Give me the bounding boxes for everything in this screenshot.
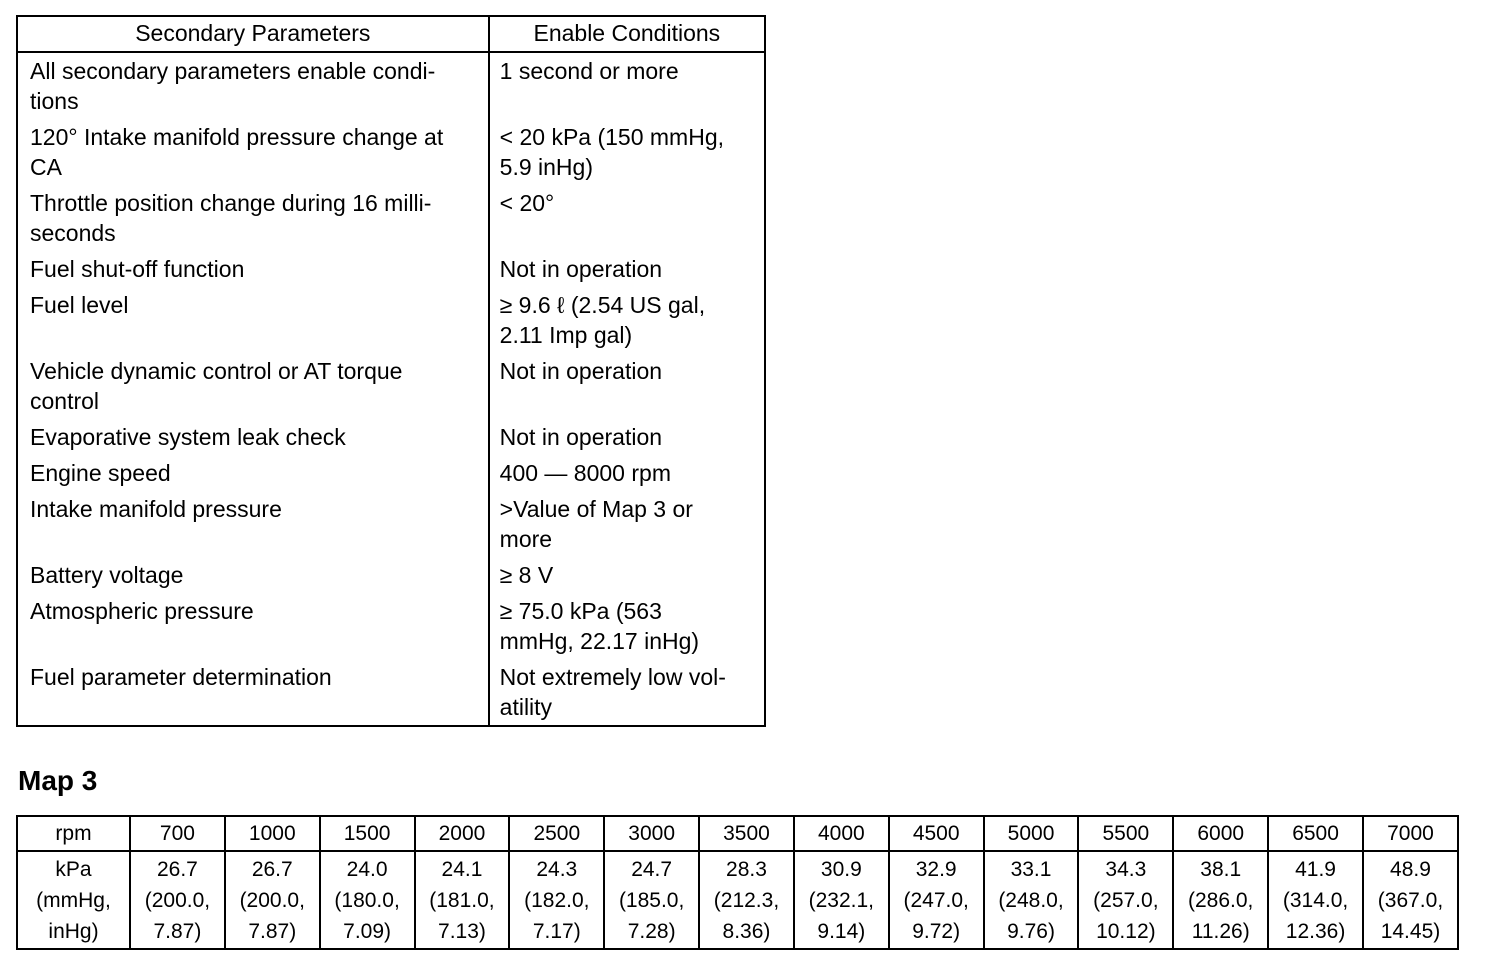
- kpa-header-line: kPa: [55, 858, 92, 881]
- table-row: [17, 287, 765, 353]
- enable-condition-cell: [489, 593, 765, 659]
- kpa-cell: [1173, 851, 1268, 949]
- kpa-value-line: 48.9: [1390, 858, 1431, 881]
- secondary-parameter-text: Fuel level: [30, 292, 129, 318]
- kpa-value-line: (314.0,: [1282, 889, 1349, 912]
- kpa-value-line: (185.0,: [618, 889, 685, 912]
- rpm-cell: 2000: [415, 816, 510, 851]
- enable-condition-text: Not extremely low vol-: [499, 664, 726, 690]
- rpm-cell: 1000: [225, 816, 320, 851]
- secondary-parameters-table: [16, 15, 766, 727]
- secondary-parameter-cell: [17, 419, 489, 455]
- rpm-cell: 4000: [794, 816, 889, 851]
- kpa-value-line: (257.0,: [1093, 889, 1159, 912]
- kpa-value-line: (247.0,: [903, 889, 969, 912]
- enable-condition-text: 1 second or more: [499, 58, 679, 84]
- kpa-value-line: 10.12): [1096, 920, 1156, 943]
- kpa-value-line: (286.0,: [1188, 889, 1254, 912]
- enable-condition-text: mmHg, 22.17 inHg): [499, 628, 700, 654]
- secondary-parameter-text: All secondary parameters enable condi-: [30, 58, 436, 84]
- rpm-cell: 1500: [320, 816, 415, 851]
- enable-condition-cell: [489, 119, 765, 185]
- kpa-value-line: 8.36): [722, 920, 771, 943]
- secondary-parameter-text: Fuel shut-off function: [30, 256, 245, 282]
- kpa-value-line: 11.26): [1191, 920, 1250, 943]
- enable-condition-text: Not in operation: [499, 424, 663, 450]
- kpa-value-line: 41.9: [1295, 858, 1336, 881]
- secondary-parameter-text: Fuel parameter determination: [30, 664, 332, 690]
- secondary-parameter-cell: [17, 251, 489, 287]
- secondary-parameter-text: tions: [30, 88, 79, 114]
- table-row: [17, 593, 765, 659]
- enable-condition-text: Not in operation: [499, 256, 663, 282]
- kpa-value-line: 7.09): [343, 920, 392, 943]
- kpa-value-line: 33.1: [1010, 858, 1052, 881]
- kpa-value-line: (200.0,: [239, 889, 305, 912]
- enable-condition-cell: [489, 419, 765, 455]
- kpa-value-line: 7.28): [627, 920, 676, 943]
- table-row: [17, 557, 765, 593]
- map3-table: [16, 815, 1459, 950]
- kpa-value-line: (232.1,: [808, 889, 875, 912]
- secondary-parameter-cell: [17, 287, 489, 353]
- enable-condition-cell: [489, 353, 765, 419]
- enable-condition-cell: [489, 52, 765, 119]
- rpm-row-header: rpm: [17, 816, 130, 851]
- kpa-cell: [1268, 851, 1363, 949]
- kpa-value-line: 12.36): [1285, 920, 1346, 943]
- secondary-parameter-text: Engine speed: [30, 460, 171, 486]
- rpm-cell: 700: [130, 816, 225, 851]
- kpa-cell: [889, 851, 984, 949]
- enable-condition-cell: [489, 287, 765, 353]
- secondary-parameter-text: Throttle position change during 16 milli-: [30, 190, 432, 216]
- enable-condition-cell: [489, 491, 765, 557]
- column-header-enable-conditions: Enable Conditions: [489, 16, 765, 52]
- table-row: [17, 419, 765, 455]
- kpa-value-line: 24.7: [631, 858, 673, 881]
- enable-condition-text: 400 — 8000 rpm: [499, 460, 671, 486]
- enable-condition-cell: [489, 251, 765, 287]
- rpm-cell: 5000: [984, 816, 1079, 851]
- enable-condition-text: ≥ 9.6 ℓ (2.54 US gal,: [499, 292, 706, 318]
- rpm-cell: 4500: [889, 816, 984, 851]
- kpa-header-line: inHg): [48, 920, 99, 943]
- rpm-cell: 3000: [604, 816, 699, 851]
- enable-condition-text: 2.11 Imp gal): [499, 322, 633, 348]
- table-row: [17, 491, 765, 557]
- kpa-value-line: 24.3: [536, 858, 578, 881]
- kpa-value-line: 14.45): [1380, 920, 1441, 943]
- table-row: [17, 455, 765, 491]
- kpa-cell: [604, 851, 699, 949]
- column-header-secondary-parameters: Secondary Parameters: [17, 16, 489, 52]
- secondary-parameter-text: 120° Intake manifold pressure change at: [30, 124, 444, 150]
- kpa-value-line: 38.1: [1200, 858, 1242, 881]
- rpm-cell: 5500: [1078, 816, 1173, 851]
- secondary-parameter-text: Evaporative system leak check: [30, 424, 346, 450]
- kpa-value-line: 9.76): [1007, 920, 1055, 943]
- kpa-cell: [699, 851, 794, 949]
- secondary-parameter-text: CA: [30, 154, 62, 180]
- secondary-parameter-cell: [17, 455, 489, 491]
- enable-condition-text: more: [499, 526, 553, 552]
- kpa-cell: [509, 851, 604, 949]
- kpa-value-line: 7.17): [532, 920, 581, 943]
- rpm-cell: 7000: [1363, 816, 1458, 851]
- kpa-value-line: 34.3: [1105, 858, 1147, 881]
- kpa-cell: [1363, 851, 1458, 949]
- kpa-value-line: (180.0,: [334, 889, 400, 912]
- enable-condition-text: Not in operation: [499, 358, 663, 384]
- enable-condition-text: atility: [499, 694, 553, 720]
- secondary-parameter-cell: [17, 557, 489, 593]
- map3-title: Map 3: [18, 765, 98, 796]
- kpa-value-line: 26.7: [156, 858, 198, 881]
- enable-condition-text: < 20°: [499, 190, 555, 216]
- secondary-parameter-cell: [17, 659, 489, 726]
- secondary-parameter-cell: [17, 593, 489, 659]
- secondary-parameter-text: Vehicle dynamic control or AT torque: [30, 358, 403, 384]
- table-row: [17, 52, 765, 119]
- enable-condition-cell: [489, 659, 765, 726]
- secondary-parameter-text: Intake manifold pressure: [30, 496, 282, 522]
- secondary-parameter-cell: [17, 52, 489, 119]
- rpm-cell: 6000: [1173, 816, 1268, 851]
- kpa-value-line: (182.0,: [524, 889, 590, 912]
- kpa-row: [17, 851, 1458, 949]
- rpm-cell: 2500: [509, 816, 604, 851]
- kpa-cell: [320, 851, 415, 949]
- secondary-parameters-body: [17, 52, 765, 726]
- kpa-value-line: (212.3,: [713, 889, 780, 912]
- kpa-value-line: 9.14): [817, 920, 866, 943]
- kpa-cell: [984, 851, 1079, 949]
- kpa-value-line: 9.72): [912, 920, 961, 943]
- kpa-header-line: (mmHg,: [36, 889, 111, 912]
- kpa-value-line: (367.0,: [1377, 889, 1444, 912]
- enable-condition-text: 5.9 inHg): [499, 154, 593, 180]
- enable-condition-cell: [489, 185, 765, 251]
- rpm-row: [17, 816, 1458, 851]
- enable-condition-text: < 20 kPa (150 mmHg,: [499, 124, 725, 150]
- table-header-row: [17, 16, 765, 52]
- kpa-cell: [130, 851, 225, 949]
- kpa-cell: [225, 851, 320, 949]
- kpa-value-line: (181.0,: [429, 889, 495, 912]
- kpa-value-line: 30.9: [820, 858, 862, 881]
- kpa-value-line: 24.0: [346, 858, 388, 881]
- kpa-row-header: [17, 851, 130, 949]
- secondary-parameter-text: seconds: [30, 220, 116, 246]
- kpa-cell: [415, 851, 510, 949]
- kpa-cell: [1078, 851, 1173, 949]
- enable-condition-text: >Value of Map 3 or: [499, 496, 693, 522]
- secondary-parameter-text: Atmospheric pressure: [30, 598, 254, 624]
- kpa-value-line: 32.9: [915, 858, 957, 881]
- secondary-parameter-text: Battery voltage: [30, 562, 184, 588]
- kpa-value-line: 28.3: [726, 858, 767, 881]
- rpm-cell: 6500: [1268, 816, 1363, 851]
- kpa-value-line: 7.13): [438, 920, 486, 943]
- secondary-parameter-text: control: [30, 388, 100, 414]
- table-row: [17, 185, 765, 251]
- kpa-cell: [794, 851, 889, 949]
- kpa-value-line: (200.0,: [144, 889, 211, 912]
- kpa-value-line: 7.87): [153, 920, 202, 943]
- enable-condition-text: ≥ 75.0 kPa (563: [499, 598, 662, 624]
- table-row: [17, 119, 765, 185]
- secondary-parameter-cell: [17, 185, 489, 251]
- enable-condition-text: ≥ 8 V: [499, 562, 554, 588]
- secondary-parameter-cell: [17, 353, 489, 419]
- table-row: [17, 251, 765, 287]
- kpa-value-line: 26.7: [251, 858, 293, 881]
- kpa-value-line: 7.87): [248, 920, 297, 943]
- rpm-cell: 3500: [699, 816, 794, 851]
- kpa-value-line: (248.0,: [998, 889, 1064, 912]
- table-row: [17, 659, 765, 726]
- enable-condition-cell: [489, 455, 765, 491]
- secondary-parameter-cell: [17, 491, 489, 557]
- kpa-value-line: 24.1: [441, 858, 483, 881]
- secondary-parameter-cell: [17, 119, 489, 185]
- enable-condition-cell: [489, 557, 765, 593]
- table-row: [17, 353, 765, 419]
